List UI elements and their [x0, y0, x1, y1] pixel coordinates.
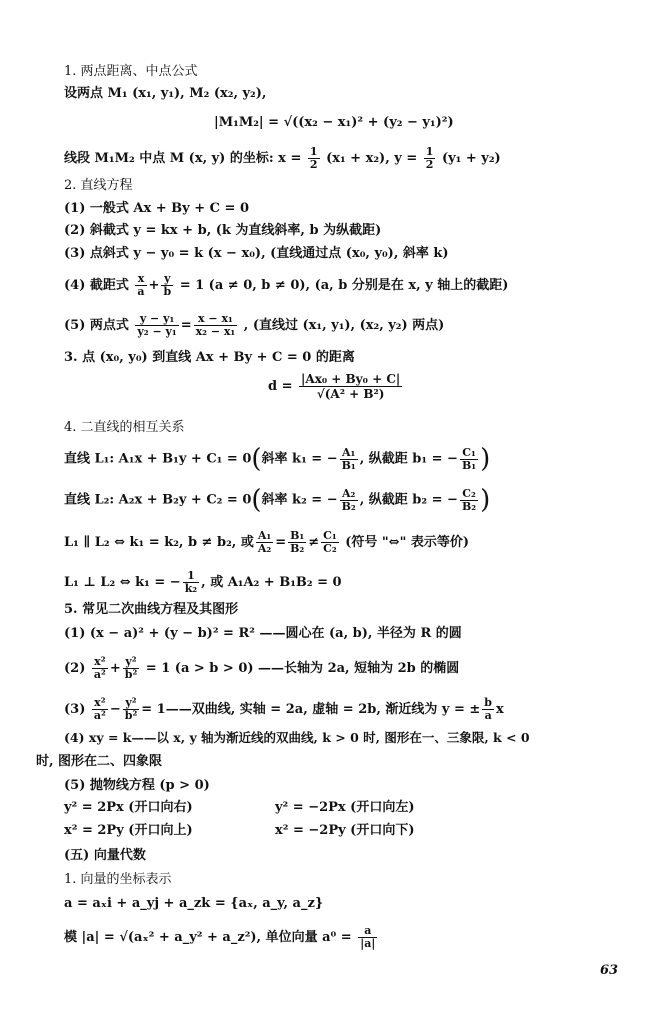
intercept-frac-y: $\frac{y}{b}$ — [163, 272, 172, 298]
two-point-note: , (直线过 (x₁, y₁), (x₂, y₂) 两点) — [243, 318, 445, 333]
vector-coordinate-heading: 1. 向量的坐标表示 — [64, 872, 172, 887]
parallel-pre: L₁ ∥ L₂ ⇔ k₁ = k₂, b ≠ b₂, 或 — [64, 535, 254, 550]
perpendicular-condition — [64, 570, 342, 595]
general-form: (1) 一般式 Ax + By + C = 0 — [64, 201, 250, 216]
two-point-label: (5) 两点式 — [64, 318, 129, 333]
midpoint-mid: (x₁ + x₂), y = — [326, 151, 418, 166]
hyperbola-frac-y: $\frac{\text{y²}}{\text{b²}}$ — [124, 696, 138, 722]
unit-vector-frac: $\frac{a}{|a|}$ — [360, 924, 376, 950]
parabola-right: y² = 2Px (开口向右) — [64, 800, 193, 815]
section-3-heading: 3. 点 (x₀, y₀) 到直线 Ax + By + C = 0 的距离 — [64, 350, 355, 365]
point-slope-form: (3) 点斜式 y − y₀ = k (x − x₀), (直线通过点 (x₀, y₀), 斜率 k) — [64, 246, 449, 261]
line-l1: 直线 L₁: A₁x + B₁y + C₁ = 0(斜率 k₁ = − $\frac{\text{A₁}}{\text{B₁}}$ , 纵截距 b₁ = − $\frac{\text{C₁}}{\text{B₁}}$ ) — [64, 444, 491, 474]
hyperbola-description: = 1——双曲线, 实轴 = 2a, 虚轴 = 2b, 渐近线为 y = ± — [141, 702, 481, 717]
parallel-condition: L₁ ∥ L₂ ⇔ k₁ = k₂, b ≠ b₂, 或 $\frac{\text{A₁}}{\text{A₂}}$ = $\frac{\text{B₁}}{\text{B₂}}$ ≠ $\frac{\text{C₁}}{\text{C₂}}$ (符号 "⇔" 表示等价) — [64, 529, 470, 555]
distance-d: d = — [268, 379, 293, 394]
ellipse-description: = 1 (a > b > 0) ——长轴为 2a, 短轴为 2b 的椭圆 — [145, 661, 460, 676]
vector-modulus — [64, 925, 379, 950]
line-l2-slope: 斜率 k₂ = − — [261, 492, 338, 508]
l2-slope-frac: $\frac{\text{A₂}}{\text{B₂}}$ — [341, 486, 356, 513]
line-l1-equation: 直线 L₁: A₁x + B₁y + C₁ = 0 — [64, 451, 252, 467]
midpoint-formula — [64, 146, 501, 171]
vector-components: a = aₓi + a_yj + a_zk = {aₓ, a_y, a_z} — [64, 896, 324, 911]
line-l2-equation: 直线 L₂: A₂x + B₂y + C₂ = 0 — [64, 492, 252, 508]
parabola-up: x² = 2Py (开口向上) — [64, 823, 193, 838]
perpendicular-frac: $\frac{1}{\text{k₂}}$ — [184, 569, 198, 595]
parabola-left: y² = −2Px (开口向左) — [275, 800, 415, 815]
line-l1-intercept: , 纵截距 b₁ = − — [359, 451, 458, 467]
section-2-heading: 2. 直线方程 — [64, 178, 133, 193]
l2-intercept-frac: $\frac{\text{C₂}}{\text{B₂}}$ — [461, 486, 477, 513]
intercept-note: = 1 (a ≠ 0, b ≠ 0), (a, b 分别是在 x, y 轴上的截距) — [179, 278, 509, 293]
distance-fraction: $\frac{\text{|Ax₀ + By₀ + C|}}{\text{√(A² + B²)}}$ — [301, 372, 401, 401]
ellipse-equation: (2) $\frac{\text{x²}}{\text{a²}}$ + $\frac{\text{y²}}{\text{b²}}$ = 1 (a > b > 0) ——长轴为 2a, 短轴为 2b 的椭圆 — [64, 655, 460, 681]
l1-intercept-frac: $\frac{\text{C₁}}{\text{B₁}}$ — [461, 445, 477, 472]
xy-hyperbola-line1: (4) xy = k——以 x, y 轴为渐近线的双曲线, k > 0 时, 图形在一、三象限, k < 0 — [64, 730, 530, 745]
two-points-definition: 设两点 M₁ (x₁, y₁), M₂ (x₂, y₂), — [64, 86, 267, 101]
line-l2-intercept: , 纵截距 b₂ = − — [359, 492, 458, 508]
hyperbola-equation: (3) $\frac{\text{x²}}{\text{a²}}$ − $\frac{\text{y²}}{\text{b²}}$ = 1——双曲线, 实轴 = 2a, 虚轴 = 2b, 渐近线为 y = ± $\frac{b}{a}$ x — [64, 696, 504, 722]
distance-formula: |M₁M₂| = √((x₂ − x₁)² + (y₂ − y₁)²) — [214, 115, 454, 130]
xy-hyperbola-line2: 时, 图形在二、四象限 — [36, 754, 163, 769]
point-line-distance-formula — [268, 372, 404, 401]
circle-equation: (1) (x − a)² + (y − b)² = R² ——圆心在 (a, b), 半径为 R 的圆 — [64, 626, 462, 641]
two-point-frac-x: $\frac{\text{x − x₁}}{\text{x₂ − x₁}}$ — [195, 312, 236, 338]
intercept-label: (4) 截距式 — [64, 278, 129, 293]
intercept-frac-x: $\frac{x}{a}$ — [137, 272, 145, 298]
slope-intercept-form: (2) 斜截式 y = kx + b, (k 为直线斜率, b 为纵截距) — [64, 223, 382, 238]
asymptote-frac: $\frac{b}{a}$ — [484, 696, 492, 722]
intercept-form: (4) 截距式 $\frac{x}{a}$ + $\frac{y}{b}$ = 1 (a ≠ 0, b ≠ 0), (a, b 分别是在 x, y 轴上的截距) — [64, 272, 509, 298]
ellipse-frac-y: $\frac{\text{y²}}{\text{b²}}$ — [124, 655, 138, 681]
perpendicular-post: , 或 A₁A₂ + B₁B₂ = 0 — [201, 575, 342, 590]
parallel-frac-b: $\frac{\text{B₁}}{\text{B₂}}$ — [290, 529, 305, 555]
parallel-frac-a: $\frac{\text{A₁}}{\text{A₂}}$ — [257, 529, 272, 555]
midpoint-pre: 线段 M₁M₂ 中点 M (x, y) 的坐标: x = — [64, 151, 302, 166]
section-4-heading: 4. 二直线的相互关系 — [64, 420, 185, 435]
parallel-frac-c: $\frac{\text{C₁}}{\text{C₂}}$ — [323, 529, 337, 555]
two-point-form: (5) 两点式 $\frac{\text{y − y₁}}{\text{y₂ − y₁}}$ = $\frac{\text{x − x₁}}{\text{x₂ − x₁}}$ , (直线过 (x₁, y₁), (x₂, y₂) 两点) — [64, 312, 445, 338]
hyperbola-frac-x: $\frac{\text{x²}}{\text{a²}}$ — [93, 696, 106, 722]
parabola-heading: (5) 抛物线方程 (p > 0) — [64, 778, 210, 793]
midpoint-post: (y₁ + y₂) — [441, 151, 501, 166]
ellipse-frac-x: $\frac{\text{x²}}{\text{a²}}$ — [93, 655, 106, 681]
midpoint-fraction: $\frac{1}{2}$ — [309, 145, 318, 171]
vector-algebra-heading: (五) 向量代数 — [64, 848, 146, 863]
section-5-heading: 5. 常见二次曲线方程及其图形 — [64, 602, 239, 617]
line-l2: 直线 L₂: A₂x + B₂y + C₂ = 0(斜率 k₂ = − $\frac{\text{A₂}}{\text{B₂}}$ , 纵截距 b₂ = − $\frac{\text{C₂}}{\text{B₂}}$ ) — [64, 485, 491, 515]
equivalence-note: (符号 "⇔" 表示等价) — [345, 535, 470, 550]
vector-modulus-pre: 模 |a| = √(aₓ² + a_y² + a_z²), 单位向量 a⁰ = — [64, 930, 352, 945]
l1-slope-frac: $\frac{\text{A₁}}{\text{B₁}}$ — [341, 445, 356, 472]
page-number: 63 — [600, 963, 619, 978]
parabola-down: x² = −2Py (开口向下) — [275, 823, 415, 838]
midpoint-fraction-2: $\frac{1}{2}$ — [425, 145, 434, 171]
section-1-heading: 1. 两点距离、中点公式 — [64, 64, 198, 79]
line-l1-slope: 斜率 k₁ = − — [261, 451, 338, 467]
two-point-frac-y: $\frac{\text{y − y₁}}{\text{y₂ − y₁}}$ — [137, 312, 177, 338]
perpendicular-pre: L₁ ⊥ L₂ ⇔ k₁ = − — [64, 575, 181, 590]
